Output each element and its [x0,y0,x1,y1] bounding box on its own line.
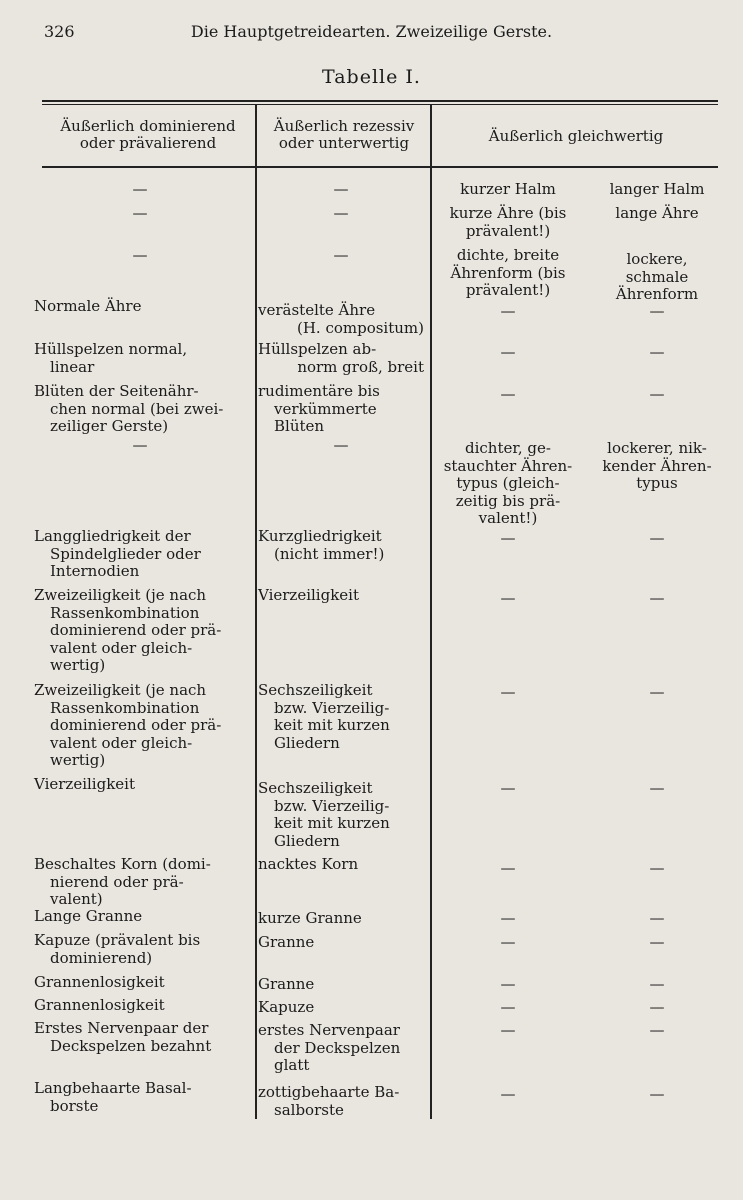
col-divider-2 [430,104,432,1119]
row-2-col1 [34,205,246,223]
cell-line: — [649,859,665,877]
cell-line: valent oder gleich- [50,638,193,657]
cell-line: — [132,204,148,222]
cell-line: der Deckspelzen [274,1038,401,1057]
row-18-col3 [434,1086,582,1104]
cell-line: — [132,180,148,198]
row-1-col4 [590,181,724,199]
cell-line: — [649,385,665,403]
cell-line: (nicht immer!) [274,544,385,563]
cell-line: Zweizeiligkeit (je nach [34,586,207,604]
cell-line: Gliedern [274,733,340,752]
cell-line: — [649,1085,665,1103]
cell-line: dichter, ge- [465,439,551,457]
cell-line: — [500,998,516,1016]
cell-line: chen normal (bei zwei- [50,399,224,418]
table-top-rule [42,100,718,102]
header-col1-line: Äußerlich dominierend [60,117,236,135]
cell-line: — [500,909,516,927]
row-3-col4 [590,251,724,304]
cell-line: Kapuze [258,998,315,1016]
header-col2-line: oder unterwertig [278,134,410,152]
cell-line: zottigbehaarte Ba- [258,1083,400,1101]
cell-line: dichte, breite [456,246,560,264]
cell-line: Kurzgliedrigkeit [258,527,382,545]
row-1-col2 [258,181,424,199]
cell-line: Langgliedrigkeit der [34,527,191,545]
cell-line: — [649,975,665,993]
cell-line: Grannenlosigkeit [34,996,165,1014]
cell-line: keit mit kurzen [274,716,390,734]
cell-line: langer Halm [609,180,705,198]
cell-line: Normale Ähre [34,297,142,315]
row-17-col3 [434,1022,582,1040]
cell-line: wertig) [50,656,106,674]
cell-line: — [649,302,665,320]
cell-line: glatt [274,1056,310,1074]
cell-line: rudimentäre bis [258,382,380,400]
cell-line: kurzer Halm [460,180,556,198]
cell-line: Zweizeiligkeit (je nach [34,681,207,699]
cell-line: typus [636,474,678,492]
cell-line: nierend oder prä- [50,872,184,891]
cell-line: Gliedern [274,831,340,850]
row-7-col1 [34,437,246,455]
row-10-col3 [434,684,582,702]
cell-line: Vierzeiligkeit [258,586,359,604]
cell-line: valent!) [478,509,538,527]
row-17-col1 [34,1020,246,1055]
row-11-col1 [34,776,246,794]
row-18-col2 [258,1084,424,1119]
row-13-col3 [434,910,582,928]
cell-line: Ährenform (bis [450,263,566,282]
row-13-col1 [34,908,246,926]
running-head [0,18,743,46]
row-2-col3 [434,205,582,240]
cell-line: Granne [258,975,315,993]
row-8-col4 [590,530,724,548]
header-col1 [42,118,254,152]
row-2-col2 [258,205,424,223]
cell-line: Kapuze (prävalent bis [34,931,201,949]
cell-line: Blüten [274,417,325,435]
cell-line: — [500,385,516,403]
cell-line: dominierend oder prä- [50,621,222,639]
cell-line: borste [50,1096,99,1115]
cell-line: Beschaltes Korn (domi- [34,855,211,873]
cell-line: — [649,343,665,361]
cell-line: — [500,343,516,361]
cell-line: — [649,589,665,607]
cell-line: — [500,683,516,701]
row-11-col2 [258,780,424,850]
row-4-col4 [590,303,724,321]
row-13-col2 [258,910,424,928]
row-11-col4 [590,780,724,798]
row-15-col3 [434,976,582,994]
cell-line: nacktes Korn [258,855,359,873]
header-col1-line: oder prävalierend [79,134,217,152]
cell-line: — [649,933,665,951]
row-9-col2 [258,587,424,605]
cell-line: salborste [274,1100,344,1119]
cell-line: zeitig bis prä- [455,491,561,510]
row-15-col4 [590,976,724,994]
cell-line: — [500,1021,516,1039]
header-col2 [258,118,430,152]
row-8-col2 [258,528,424,563]
cell-line: valent oder gleich- [50,733,193,752]
row-3-col2 [258,247,424,265]
cell-line: typus (gleich- [456,474,560,492]
header-bottom-rule [42,166,718,168]
cell-line: erstes Nervenpaar [258,1021,400,1039]
cell-line: dominierend oder prä- [50,716,222,734]
cell-line: — [649,909,665,927]
row-7-col3 [434,440,582,528]
cell-line: — [132,246,148,264]
row-7-col4 [590,440,724,493]
row-6-col2 [258,383,424,436]
row-15-col2 [258,976,424,994]
row-16-col2 [258,999,424,1017]
cell-line: dominierend) [50,948,153,967]
row-5-col1 [34,341,246,376]
row-16-col1 [34,997,246,1015]
row-12-col2 [258,856,424,874]
row-4-col1 [34,298,246,316]
cell-line: Rassenkombination [50,603,200,622]
cell-line: — [500,779,516,797]
cell-line: wertig) [50,751,106,769]
cell-line: Grannenlosigkeit [34,973,165,991]
row-17-col4 [590,1022,724,1040]
row-1-col3 [434,181,582,199]
row-7-col2 [258,437,424,455]
cell-line: verkümmerte [274,399,377,418]
row-9-col1 [34,587,246,675]
cell-line: — [500,859,516,877]
cell-line: valent) [50,890,103,908]
cell-line: — [649,1021,665,1039]
cell-line: Granne [258,933,315,951]
cell-line: bzw. Vierzeilig- [274,698,390,717]
cell-line: bzw. Vierzeilig- [274,796,390,815]
cell-line: Sechszeiligkeit [258,779,373,797]
cell-line: — [333,180,349,198]
cell-line: verästelte Ähre [258,301,376,319]
cell-line: linear [50,357,95,376]
cell-line: Langbehaarte Basal- [34,1079,192,1097]
cell-line: Erstes Nervenpaar der [34,1019,209,1037]
cell-line: norm groß, breit [297,357,424,376]
cell-line: — [500,975,516,993]
cell-line: kurze Granne [258,909,362,927]
cell-line: — [649,998,665,1016]
row-2-col4 [590,205,724,223]
row-18-col4 [590,1086,724,1104]
cell-line: stauchter Ähren- [443,456,573,475]
header-col2-line: Äußerlich rezessiv [273,117,415,135]
row-8-col1 [34,528,246,581]
row-14-col1 [34,932,246,967]
row-9-col4 [590,590,724,608]
cell-line: kender Ähren- [602,456,712,475]
row-4-col3 [434,303,582,321]
row-17-col2 [258,1022,424,1075]
row-6-col3 [434,386,582,404]
cell-line: Vierzeiligkeit [34,775,135,793]
cell-line: — [649,529,665,547]
cell-line: lange Ähre [615,204,699,222]
row-5-col2 [258,341,424,376]
running-head-title: Die Hauptgetreidearten. Zweizeilige Gerste. [190,22,553,41]
cell-line: — [132,436,148,454]
cell-line: prävalent!) [465,281,551,299]
cell-line: Hüllspelzen ab- [258,340,377,358]
cell-line: Spindelglieder oder [50,544,201,563]
page-number: 326 [44,22,75,41]
table-top-rule-inner [42,104,718,105]
cell-line: Internodien [50,562,140,580]
row-11-col3 [434,780,582,798]
row-12-col1 [34,856,246,909]
row-3-col3 [434,247,582,300]
cell-line: — [649,683,665,701]
cell-line: Hüllspelzen normal, [34,340,188,358]
cell-line: — [333,436,349,454]
cell-line: — [500,302,516,320]
row-10-col2 [258,682,424,752]
row-14-col3 [434,934,582,952]
row-10-col1 [34,682,246,770]
cell-line: lockerer, nik- [607,439,707,457]
cell-line: Ährenform [615,285,699,303]
row-6-col4 [590,386,724,404]
cell-line: — [500,529,516,547]
row-10-col4 [590,684,724,702]
cell-line: — [500,589,516,607]
cell-line: Lange Granne [34,907,143,925]
row-14-col4 [590,934,724,952]
cell-line: zeiliger Gerste) [50,417,169,435]
row-18-col1 [34,1080,246,1115]
cell-line: — [500,933,516,951]
cell-line: — [649,779,665,797]
row-9-col3 [434,590,582,608]
row-6-col1 [34,383,246,436]
row-4-col2 [258,302,424,337]
cell-line: — [333,246,349,264]
cell-line: lockere, [626,250,688,268]
row-1-col1 [34,181,246,199]
row-16-col4 [590,999,724,1017]
row-3-col1 [34,247,246,265]
cell-line: keit mit kurzen [274,814,390,832]
cell-line: Rassenkombination [50,698,200,717]
cell-line: Blüten der Seitenähr- [34,382,199,400]
row-13-col4 [590,910,724,928]
header-col34: Äußerlich gleichwertig [488,127,664,145]
cell-line: schmale [625,267,689,286]
cell-line: (H. compositum) [296,318,424,337]
cell-line: kurze Ähre (bis [449,204,567,222]
row-15-col1 [34,974,246,992]
table-title: Tabelle I. [322,66,421,88]
row-5-col4 [590,344,724,362]
col-divider-1 [255,104,257,1119]
row-12-col4 [590,860,724,878]
row-14-col2 [258,934,424,952]
row-16-col3 [434,999,582,1017]
cell-line: Deckspelzen bezahnt [50,1036,212,1055]
cell-line: — [333,204,349,222]
row-12-col3 [434,860,582,878]
cell-line: prävalent!) [465,221,551,240]
row-8-col3 [434,530,582,548]
row-5-col3 [434,344,582,362]
cell-line: Sechszeiligkeit [258,681,373,699]
cell-line: — [500,1085,516,1103]
